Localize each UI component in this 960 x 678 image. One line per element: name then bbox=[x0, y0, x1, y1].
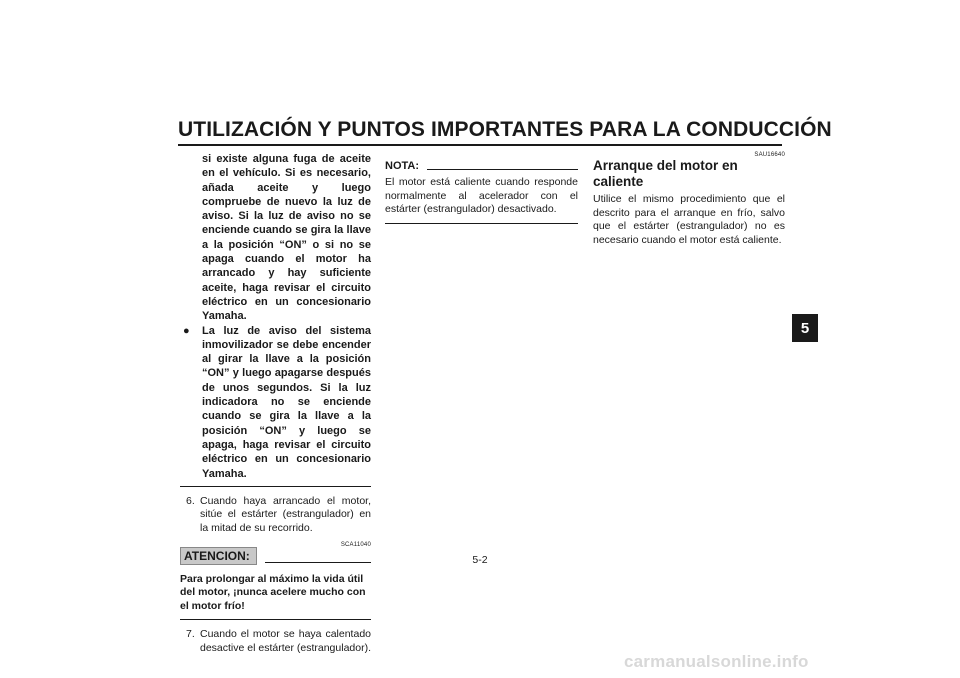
note-label: NOTA: bbox=[385, 160, 420, 172]
chapter-tab: 5 bbox=[792, 314, 818, 342]
step-7-text: Cuando el motor se haya calentado desactive el estárter (estrangulador). bbox=[200, 628, 371, 654]
section-title: Arranque del motor en caliente bbox=[593, 158, 738, 189]
warning-bullet-item bbox=[180, 324, 371, 481]
step-6 bbox=[180, 495, 371, 536]
caution-code: SCA11040 bbox=[340, 541, 371, 548]
section-text: Utilice el mismo procedimiento que el descrito para el arranque en frío, salvo que el estárter (estrangulador) no es necesario cuando el motor está caliente. bbox=[593, 193, 785, 246]
page-number: 5-2 bbox=[472, 554, 488, 566]
header-rule bbox=[178, 144, 782, 146]
caution-text: Para prolongar al máximo la vida útil del motor, ¡nunca acelere mucho con el motor frío! bbox=[180, 572, 366, 612]
page-header-title: UTILIZACIÓN Y PUNTOS IMPORTANTES PARA LA CONDUCCIÓN bbox=[178, 118, 832, 141]
watermark: carmanualsonline.info bbox=[624, 652, 809, 671]
step-6-text: Cuando haya arrancado el motor, sitúe el estárter (estrangulador) en la mitad de su recorrido. bbox=[200, 494, 371, 535]
note-header bbox=[385, 160, 578, 173]
note-end-rule bbox=[385, 223, 578, 224]
caution-label: ATENCION: bbox=[180, 547, 257, 565]
caution-header-rule bbox=[265, 562, 371, 563]
step-7 bbox=[180, 628, 371, 655]
step-7-number: 7. bbox=[186, 628, 195, 641]
caution-end-rule bbox=[180, 619, 371, 620]
warning-continuation-text: si existe alguna fuga de aceite en el vehículo. Si es necesario, añada aceite y luego compruebe de nuevo la luz de aviso. Si la luz de aviso no se enciende cuando se gira la llave a la posición “ON” o si no se apaga cuando el motor ha arrancado y hay suficiente aceite, haga revisar el circuito eléctrico en un concesionario Yamaha. bbox=[202, 153, 371, 323]
warning-end-rule bbox=[180, 486, 371, 487]
step-6-number: 6. bbox=[186, 494, 195, 507]
right-column bbox=[593, 152, 785, 247]
note-text: El motor está caliente cuando responde normalmente al acelerador con el estárter (estrangulador) desactivado. bbox=[385, 176, 578, 216]
middle-column bbox=[385, 152, 578, 224]
bullet-icon: ● bbox=[183, 324, 190, 337]
left-column bbox=[180, 152, 371, 656]
note-header-rule bbox=[427, 169, 578, 170]
section-code: SAU16640 bbox=[754, 152, 785, 158]
caution-header bbox=[180, 547, 371, 565]
warning-bullet-text: La luz de aviso del sistema inmovilizador se debe encender al girar la llave a la posición “ON” y luego apagarse después de unos segundos. Si la luz indicadora no se enciende cuando se gira la llave a la posición “ON” y luego se apaga, haga revisar el circuito eléctrico en un concesionario Yamaha. bbox=[202, 324, 371, 480]
